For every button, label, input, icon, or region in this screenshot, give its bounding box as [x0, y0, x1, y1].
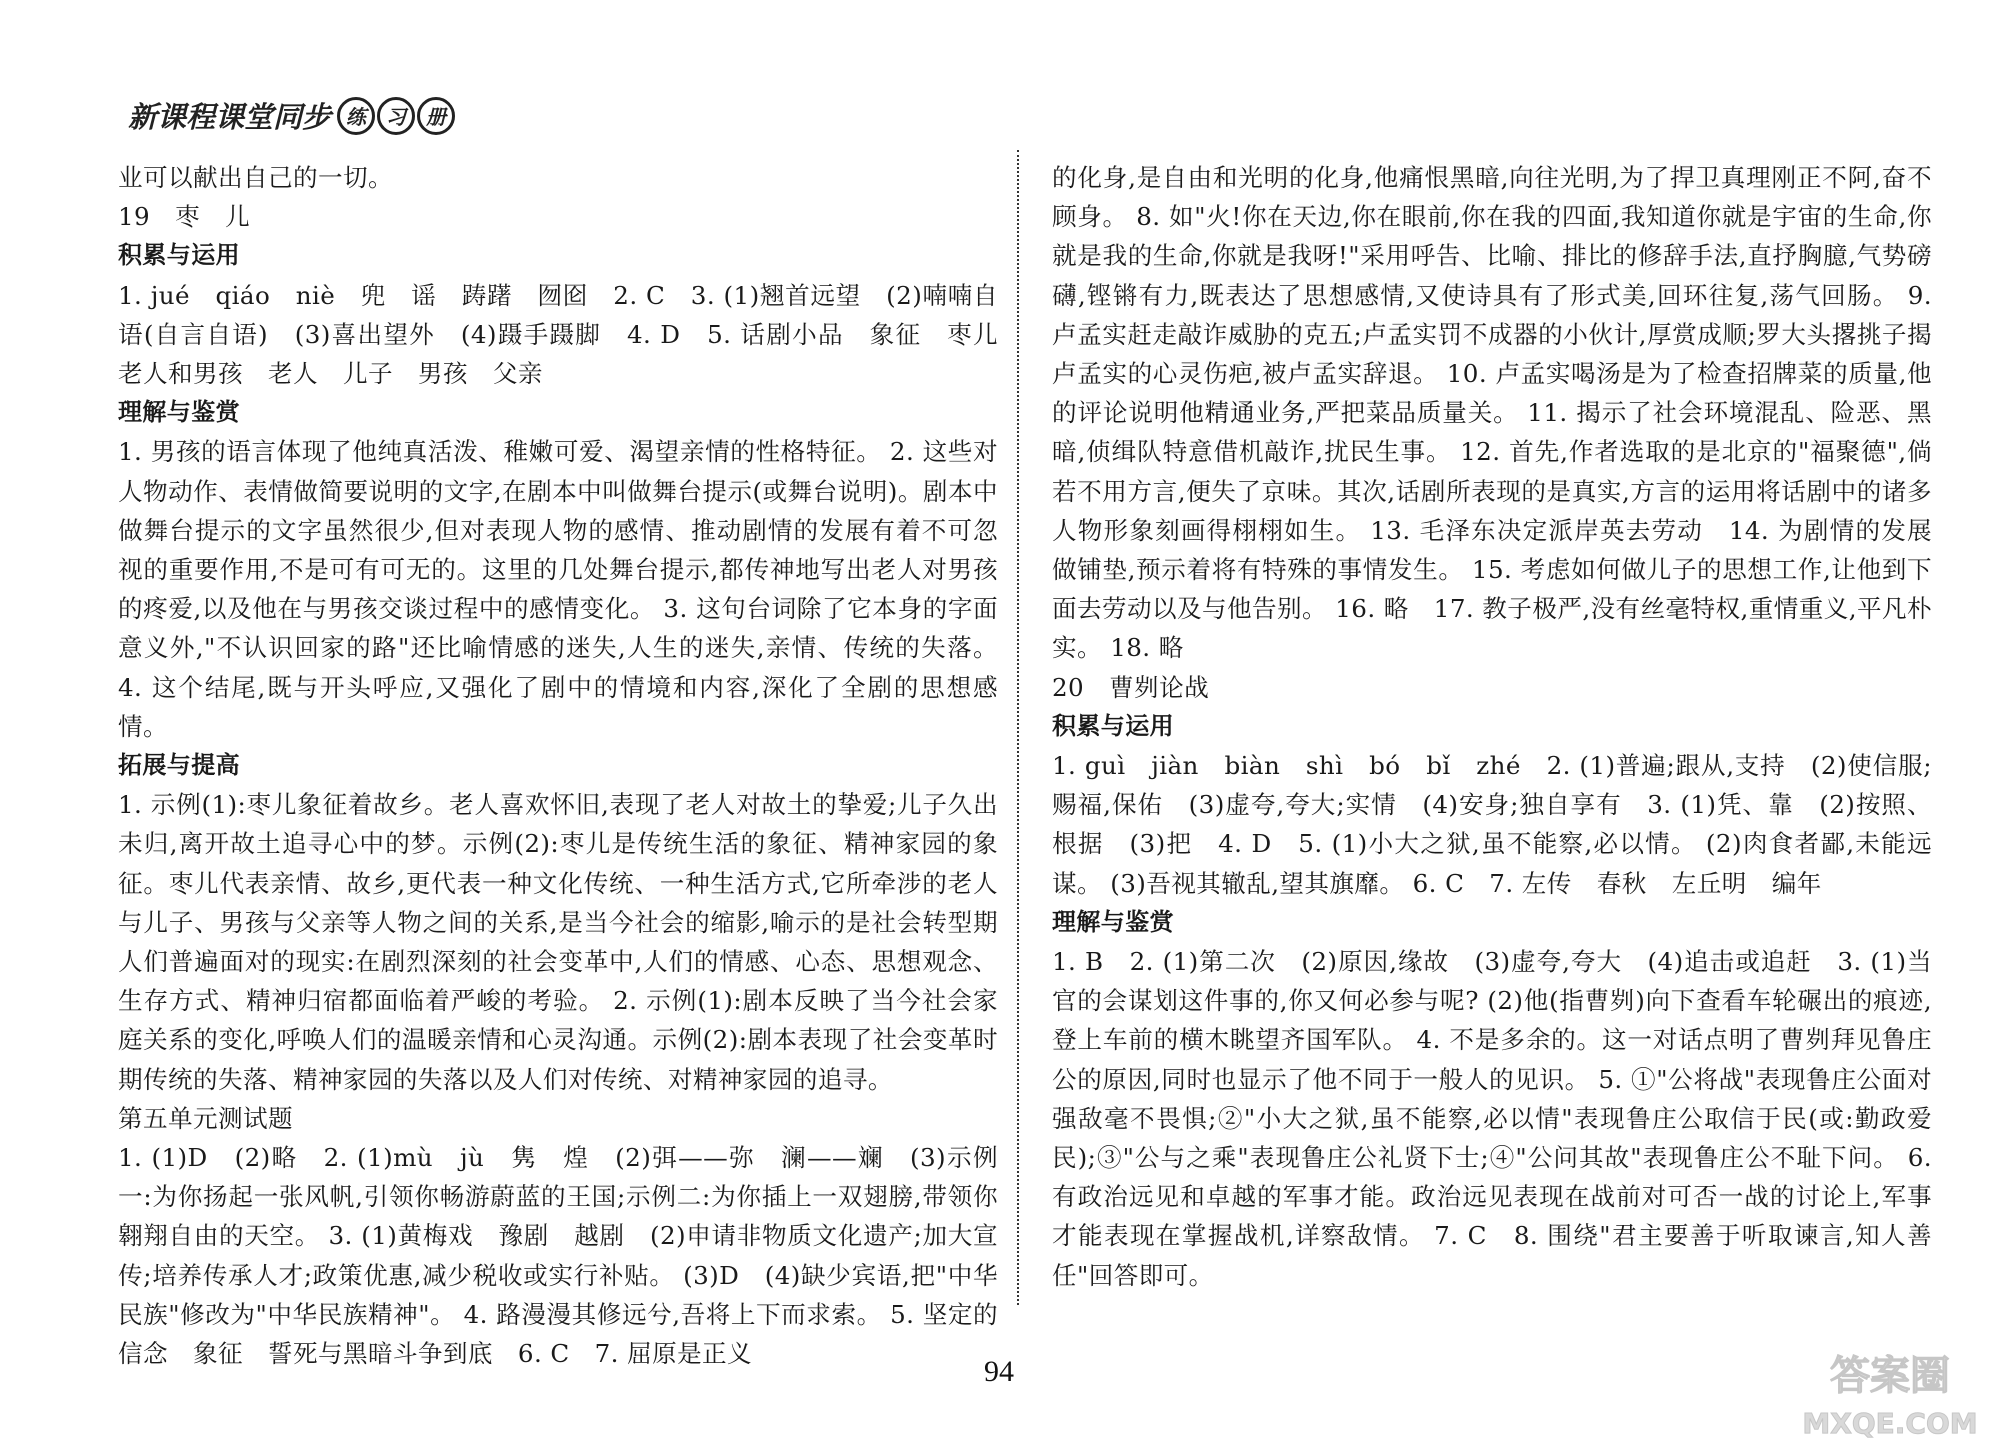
page-number: 94	[984, 1355, 1014, 1388]
column-divider	[1017, 150, 1019, 1305]
sub-heading: 积累与运用	[118, 241, 240, 270]
section-title: 第五单元测试题	[118, 1103, 293, 1133]
watermark-logo	[1790, 1337, 1990, 1447]
answer-paragraph: 1. (1)D (2)略 2. (1)mù jù 隽 煌 (2)弭——弥 澜——斓 (3)示例一:为你扬起一张风帆,引领你畅游蔚蓝的王国;示例二:为你插上一双翅膀,带领你翱翔自由的天空。 3. (1)黄梅戏 豫剧 越剧 (2)申请非物质文化遗产;加大宣传;培养传承人才;政策优惠,减少税收或实行补贴。 (3)D (4)缺少宾语,把"中华民族"修改为"中华民族精神"。 4. 路漫漫其修远兮,吾将上下而求索。 5. 坚定的信念 象征 誓死与黑暗斗争到底 6. C 7. 屈原是正义	[118, 1143, 998, 1369]
section-title: 20 曹刿论战	[1052, 672, 1210, 702]
sub-heading: 积累与运用	[1052, 711, 1174, 740]
answer-paragraph: 1. jué qiáo niè 兜 谣 踌躇 囫囵 2. C 3. (1)翘首远望 (2)喃喃自语(自言自语) (3)喜出望外 (4)蹑手蹑脚 4. D 5. 话剧小品 象征 枣儿 老人和男孩 老人 儿子 男孩 父亲	[118, 280, 1023, 389]
answer-paragraph: 1. guì jiàn biàn shì bó bǐ zhé 2. (1)普遍;跟从,支持 (2)使信服;赐福,保佑 (3)虚夸,夸大;实情 (4)安身;独自享有 3. (1)凭、靠 (2)按照、根据 (3)把 4. D 5. (1)小大之狱,虽不能察,必以情。 (2)肉食者鄙,未能远谋。 (3)吾视其辙乱,望其旗靡。 6. C 7. 左传 春秋 左丘明 编年	[1052, 751, 1932, 898]
sub-heading: 理解与鉴赏	[118, 398, 240, 427]
answer-paragraph: 业可以献出自己的一切。	[118, 163, 393, 192]
answer-paragraph: 1. 男孩的语言体现了他纯真活泼、稚嫩可爱、渴望亲情的性格特征。 2. 这些对人物动作、表情做简要说明的文字,在剧本中叫做舞台提示(或舞台说明)。剧本中做舞台提示的文字虽然很少,但对表现人物的感情、推动剧情的发展有着不可忽视的重要作用,不是可有可无的。这里的几处舞台提示,都传神地写出老人对男孩的疼爱,以及他在与男孩交谈过程中的感情变化。 3. 这句台词除了它本身的字面意义外,"不认识回家的路"还比喻情感的迷失,人生的迷失,亲情、传统的失落。 4. 这个结尾,既与开头呼应,又强化了剧中的情境和内容,深化了全剧的思想感情。	[118, 437, 998, 741]
sub-heading: 拓展与提高	[118, 751, 240, 780]
logo-char: 习	[377, 97, 415, 135]
series-title: 新课程课堂同步	[128, 100, 332, 134]
watermark-bottom: MXQE.COM	[1802, 1407, 1978, 1440]
right-column	[1052, 158, 1932, 1295]
logo-char: 册	[417, 97, 455, 135]
answer-paragraph: 的化身,是自由和光明的化身,他痛恨黑暗,向往光明,为了捍卫真理刚正不阿,奋不顾身。 8. 如"火!你在天边,你在眼前,你在我的四面,我知道你就是宇宙的生命,你就是我的生命,你就是我呀!"采用呼告、比喻、排比的修辞手法,直抒胸臆,气势磅礴,铿锵有力,既表达了思想感情,又使诗具有了形式美,回环往复,荡气回肠。 9. 卢孟实赶走敲诈威胁的克五;卢孟实罚不成器的小伙计,厚赏成顺;罗大头撂挑子揭卢孟实的心灵伤疤,被卢孟实辞退。 10. 卢孟实喝汤是为了检查招牌菜的质量,他的评论说明他精通业务,严把菜品质量关。 11. 揭示了社会环境混乱、险恶、黑暗,侦缉队特意借机敲诈,扰民生事。 12. 首先,作者选取的是北京的"福聚德",倘若不用方言,便失了京味。其次,话剧所表现的是真实,方言的运用将话剧中的诸多人物形象刻画得栩栩如生。 13. 毛泽东决定派岸英去劳动 14. 为剧情的发展做铺垫,预示着将有特殊的事情发生。 15. 考虑如何做儿子的思想工作,让他到下面去劳动以及与他告别。 16. 略 17. 教子极严,没有丝毫特权,重情重义,平凡朴实。 18. 略	[1052, 163, 1932, 663]
logo-char: 练	[337, 97, 375, 135]
answer-paragraph: 1. 示例(1):枣儿象征着故乡。老人喜欢怀旧,表现了老人对故土的挚爱;儿子久出未归,离开故土追寻心中的梦。示例(2):枣儿是传统生活的象征、精神家园的象征。枣儿代表亲情、故乡,更代表一种文化传统、一种生活方式,它所牵涉的老人与儿子、男孩与父亲等人物之间的关系,是当今社会的缩影,喻示的是社会转型期人们普遍面对的现实:在剧烈深刻的社会变革中,人们的情感、心态、思想观念、生存方式、精神归宿都面临着严峻的考验。 2. 示例(1):剧本反映了当今社会家庭关系的变化,呼唤人们的温暖亲情和心灵沟通。示例(2):剧本表现了社会变革时期传统的失落、精神家园的失落以及人们对传统、对精神家园的追寻。	[118, 790, 998, 1094]
section-title: 19 枣 儿	[118, 202, 251, 232]
sub-heading: 理解与鉴赏	[1052, 907, 1174, 936]
answer-paragraph: 1. B 2. (1)第二次 (2)原因,缘故 (3)虚夸,夸大 (4)追击或追赶 3. (1)当官的会谋划这件事的,你又何必参与呢? (2)他(指曹刿)向下查看车轮碾出的痕迹,登上车前的横木眺望齐国军队。 4. 不是多余的。这一对话点明了曹刿拜见鲁庄公的原因,同时也显示了他不同于一般人的见识。 5. ①"公将战"表现鲁庄公面对强敌毫不畏惧;②"小大之狱,虽不能察,必以情"表现鲁庄公取信于民(或:勤政爱民);③"公与之乘"表现鲁庄公礼贤下士;④"公问其故"表现鲁庄公不耻下问。 6. 有政治远见和卓越的军事才能。政治远见表现在战前对可否一战的讨论上,军事才能表现在掌握战机,详察敌情。 7. C 8. 围绕"君主要善于听取谏言,知人善任"回答即可。	[1052, 947, 1932, 1290]
page-header	[128, 95, 455, 136]
watermark-top: 答案圈	[1830, 1353, 1950, 1399]
series-logo	[337, 97, 455, 135]
